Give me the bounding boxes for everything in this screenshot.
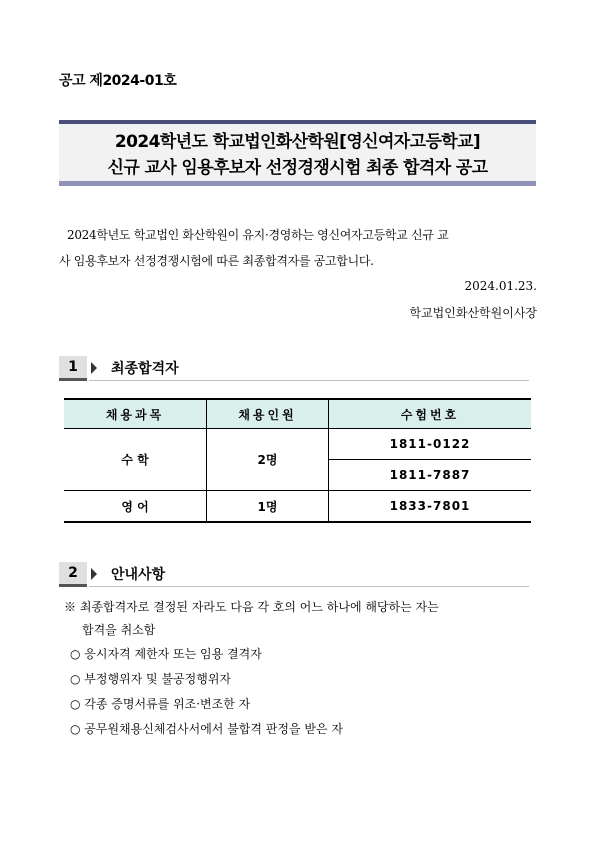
section-title: 안내사항 [111,567,166,583]
note-main-continued: 합격을 취소함 [82,623,156,637]
section-number: 2 [59,562,87,587]
title-line-1: 2024학년도 학교법인화산학원[영신여자고등학교] [114,132,481,152]
exam-number-cell: 1811-0122 [329,429,532,460]
intro-paragraph [59,222,539,274]
exam-number-cell: 1811-7887 [329,460,532,491]
section-divider [89,380,529,381]
column-header-count: 채용인원 [207,399,329,429]
triangle-bullet-icon [91,568,97,580]
count-cell: 2명 [207,429,329,491]
section-title: 최종합격자 [111,361,179,377]
issuer-name: 학교법인화산학원이사장 [409,306,537,320]
notice-number: 공고 제2024-01호 [59,73,177,89]
column-header-subject: 채용과목 [64,399,207,429]
subject-cell: 영 어 [64,491,207,523]
section-header-notices [59,562,539,590]
subject-cell: 수 학 [64,429,207,491]
title-banner [59,120,536,186]
notice-date: 2024.01.23. [464,279,537,293]
column-header-exam-number: 수험번호 [329,399,532,429]
count-cell: 1명 [207,491,329,523]
exam-number-cell: 1833-7801 [329,491,532,523]
notes-list [64,596,534,742]
triangle-bullet-icon [91,362,97,374]
list-item: ○ 응시자격 제한자 또는 임용 결격자 [70,647,262,661]
results-table [64,398,531,523]
list-item: ○ 부정행위자 및 불공정행위자 [70,672,232,686]
title-line-2: 신규 교사 임용후보자 선정경쟁시험 최종 합격자 공고 [107,158,488,178]
intro-line-1: 2024학년도 학교법인 화산학원이 유지·경영하는 영신여자고등학교 신규 교 [67,228,449,242]
list-item: ○ 각종 증명서류를 위조·변조한 자 [70,697,251,711]
note-main: ※ 최종합격자로 결정된 자라도 다음 각 호의 어느 하나에 해당하는 자는 [64,600,439,614]
section-divider [89,586,529,587]
table-row [64,491,531,523]
table-row [64,429,531,460]
section-header-final-passers [59,356,539,384]
intro-line-2: 사 임용후보자 선정경쟁시험에 따른 최종합격자를 공고합니다. [59,254,374,268]
section-number: 1 [59,356,87,381]
list-item: ○ 공무원채용신체검사서에서 불합격 판정을 받은 자 [70,722,343,736]
table-header-row [64,399,531,429]
